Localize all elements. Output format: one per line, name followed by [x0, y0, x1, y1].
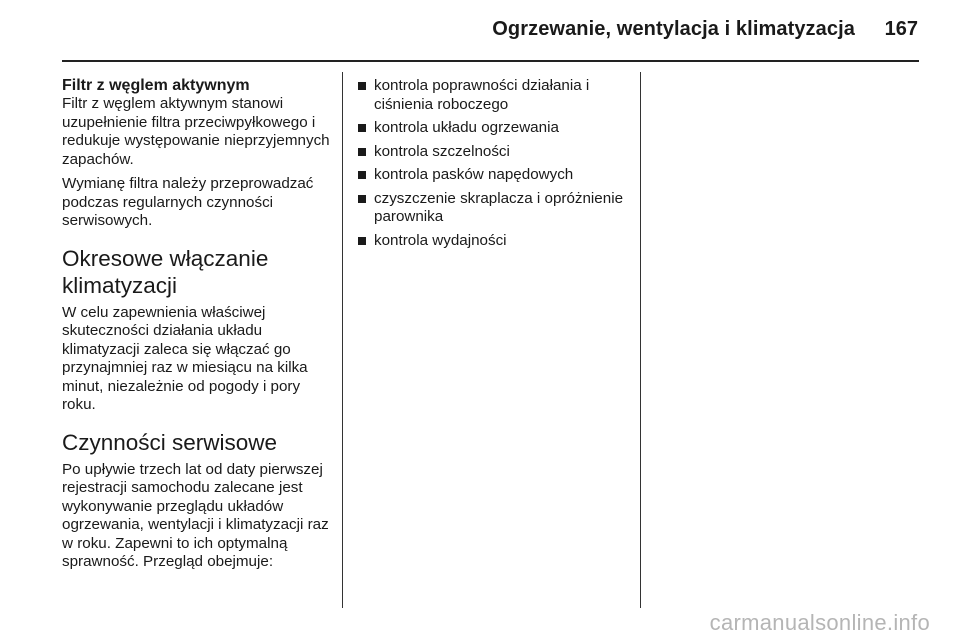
list-item-text: kontrola poprawności działania i ciśnienia roboczego — [374, 77, 590, 113]
service-paragraph: Po upływie trzech lat od daty pierwszej rejestracji samochodu zalecane jest wykonywanie przeglądu układów ogrzewania, wentylacji i klimatyzacji raz w roku. Zapewni to ich optymalną sprawność. Przegląd obejmuje: — [62, 460, 329, 570]
page-title: Ogrzewanie, wentylacja i klimatyzacja — [492, 18, 855, 40]
square-bullet-icon — [358, 171, 366, 179]
list-item-text: kontrola układu ogrzewania — [374, 119, 559, 136]
text-column-left — [62, 77, 334, 578]
service-checklist — [358, 77, 633, 250]
list-item — [358, 119, 633, 138]
page-number: 167 — [884, 18, 918, 40]
square-bullet-icon — [358, 124, 366, 132]
list-item — [358, 166, 633, 185]
list-item — [358, 77, 633, 114]
ac-section-heading: Okresowe włączanie klimatyzacji — [62, 245, 269, 298]
service-section-heading: Czynności serwisowe — [62, 429, 278, 455]
ac-paragraph: W celu zapewnienia właściwej skuteczności działania układu klimatyzacji zaleca się włączać go przynajmniej raz w miesiącu na kilka minut, niezależnie od pogody i pory roku. — [62, 303, 308, 413]
square-bullet-icon — [358, 148, 366, 156]
square-bullet-icon — [358, 237, 366, 245]
list-item-text: kontrola szczelności — [374, 142, 510, 160]
list-item — [358, 232, 633, 251]
square-bullet-icon — [358, 195, 366, 203]
text-column-middle — [358, 77, 633, 255]
filter-paragraph-1: Filtr z węglem aktywnym stanowi uzupełnienie filtra przeciwpyłkowego i redukuje występowanie nieprzyjemnych zapachów. — [62, 95, 330, 168]
list-item — [358, 143, 633, 162]
list-item-text: kontrola wydajności — [374, 231, 507, 249]
list-item-text: kontrola pasków napędowych — [374, 166, 574, 183]
column-divider-2 — [640, 72, 641, 608]
header-divider — [62, 60, 919, 62]
watermark: carmanualsonline.info — [709, 610, 930, 635]
list-item — [358, 190, 633, 227]
filter-paragraph-2: Wymianę filtra należy przeprowadzać podczas regularnych czynności serwisowych. — [62, 175, 314, 229]
column-divider-1 — [342, 72, 343, 608]
filter-heading: Filtr z węglem aktywnym — [62, 77, 250, 94]
list-item-text: czyszczenie skraplacza i opróżnienie parownika — [374, 189, 624, 225]
square-bullet-icon — [358, 82, 366, 90]
